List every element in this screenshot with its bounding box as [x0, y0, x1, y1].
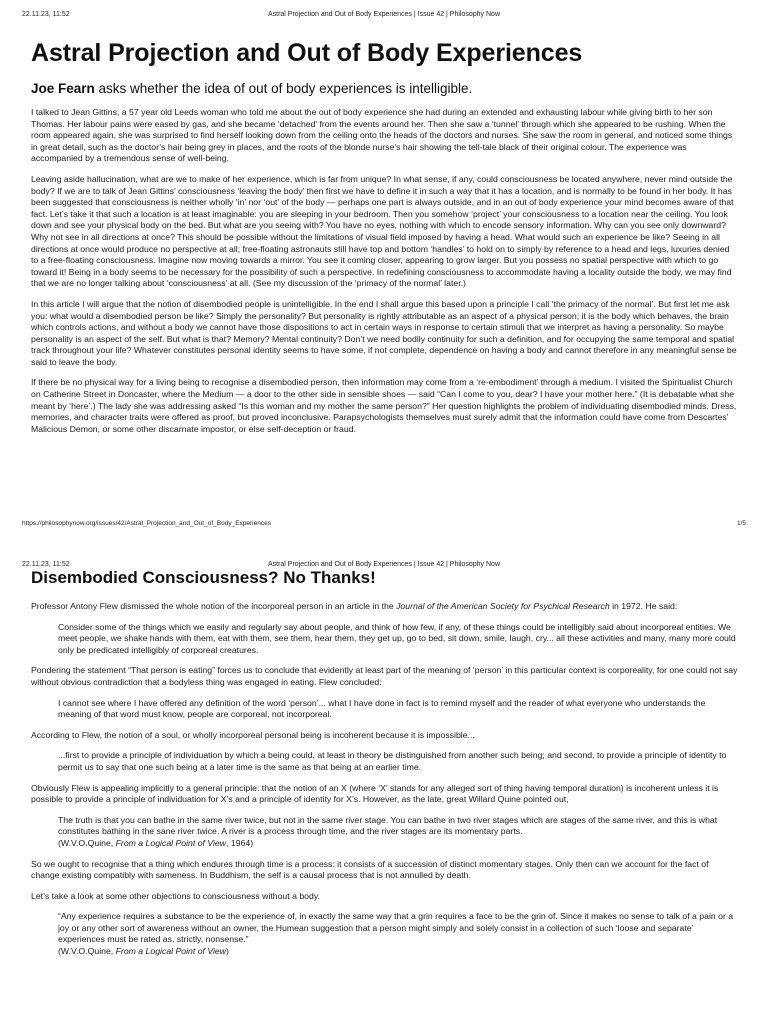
- page-separator: [0, 536, 768, 550]
- page-url-link[interactable]: https://philosophynow.org/issues/42/Astral_Projection_and_Out_of_Body_Experiences: [22, 520, 271, 527]
- block-quote: I cannot see where I have offered any definition of the word ‘person’... what I have done in fact is to remind myself and the reader of what everyone who understands the meaning of that word must know, people are corporeal, not incorporeal.: [58, 697, 706, 720]
- paragraph: According to Flew, the notion of a soul, or wholly incorporeal personal being is incoherent because it is impossible...: [31, 729, 475, 740]
- journal-title: Journal of the American Society for Psychical Research: [396, 601, 610, 611]
- article-title: Astral Projection and Out of Body Experiences: [31, 39, 583, 67]
- paragraph: [31, 601, 738, 613]
- block-quote: ...first to provide a principle of individuation by which a being could, at least in theory be distinguished from another such being; and second, to provide a principle of identity to permit us to say that one such being at a later time is the same as that being at an earlier time.: [58, 750, 727, 772]
- citation-year: ): [226, 946, 229, 957]
- paragraph: So we ought to recognise that a thing which endures through time is a process: it consists of a succession of distinct momentary stages. Only then can we account for the fact of change existing compatibly with sameness. In Buddhism, the self is a causal process that is not annulled by death.: [31, 858, 709, 881]
- page-number: 1/5: [736, 520, 746, 527]
- paragraph: Leaving aside hallucination, what are we to make of her experience, which is far from unique? In what sense, if any, could consciousness be located anywhere, never mind outside the body? If we are to talk of Jean Gittins’ consciousness ‘leaving the body’ then first we have to define it in such a way that it has a location, and is normally to be found in her body. It has been suggested that consciousness is neither wholly ‘in’ nor ‘out’ of the body — perhaps one part is always outside, and in an out of body experience your mind becomes aware of that fact. Let’s take it that such a location is at least imaginable: you are sleeping in your bedroom. Then you somehow ‘project’ your consciousness to a location near the ceiling. You look down and see your physical body on the bed. But what are you seeing with? You have no eyes, nothing with which to encode sensory information. Why can you see only downward? Why not see in all directions at once? This should be possible without the limitations of visual field imposed by having a head. What would such an experience be like? Seeing in all directions at once would produce no perspective at all; free-floating astronauts still have top and bottom ‘handles’ to hold on to simply by reference to a head and legs, luxuries denied to a free-floating consciousness. Imagine now moving towards a mirror. You see it coming closer, appearing to grow larger. But you possess no spatial perspective with which to go toward it! Being in a body seems to be necessary for the possibility of such a perspective. In redefining consciousness to accommodate having a locality outside the body, we may find that we are no longer talking about ‘consciousness’ at all. (See my discussion of the ‘primacy of the normal’ later.): [31, 173, 734, 289]
- intro-text-end: in 1972. He said:: [609, 601, 678, 611]
- paragraph: Pondering the statement “That person is eating” forces us to conclude that evidently at least part of the meaning of ‘person’ in this particular context is corporeality, for one could not say without obvious contradiction that a bodyless thing was engaged in eating. Flew concluded:: [31, 665, 738, 687]
- article-body: [31, 38, 738, 444]
- article-standfirst: [31, 81, 738, 97]
- paragraph: Obviously Flew is appealing implicitly to a general principle: that the notion of an X (where ‘X’ stands for any alleged sort of thing having temporal duration) is incoherent unless it is possible to provide a principle of individuation for X’s and a principle of identity for X’s. However, as the late, great Willard Quine pointed out,: [31, 782, 719, 805]
- citation-author: (W.V.O.Quine,: [58, 946, 116, 957]
- paragraph: I talked to Jean Gittins, a 57 year old Leeds woman who told me about the out of body experience she had during an extended and exhausting labour while giving birth to her son Thomas. Her labour pains were eased by gas, and she became ‘detached’ from the events around her. Then she saw a ‘tunnel’ through which she appeared to be rushing. When the room appeared again, she was surprised to find herself looking down from the ceiling onto the heads of the doctors and nurses. She saw the room in general, and noticed some things in great detail, such as the doctor’s hair being grey in places, and the roots of the blonde nurse’s hair showing the tell-tale black of their original colour. The experience was accompanied by a tremendous sense of well-being.: [31, 107, 733, 164]
- quote-text: “Any experience requires a substance to be the experience of, in exactly the same way that a grin requires a face to be the grin of. Since it makes no sense to talk of a pain or a joy or any other sort of awareness without an owner, the Humean suggestion that a person might simply and solely consist in a collection of such ‘loose and separate’ experiences must be rated as, strictly, nonsense.”: [58, 911, 734, 945]
- standfirst-text: asks whether the idea of out of body experiences is intelligible.: [94, 81, 473, 96]
- block-quote: [58, 911, 738, 957]
- citation-work: From a Logical Point of View: [115, 837, 227, 848]
- block-quote: [58, 815, 738, 850]
- paragraph: If there be no physical way for a living being to recognise a disembodied person, then information may come from a ‘re-embodiment’ through a medium. I visited the Spiritualist Church on Catherine Street in Doncaster, where the Medium — a door to the other side in sensible shoes — said “Can I come to you, dear? I have your mother here.” (It is debatable what she meant by ‘here’.) The lady she was addressing asked “Is this woman and my mother the same person?” Her question highlights the problem of individuating disembodied minds. Dress, memories, and character traits were offered as proof, but proved inconclusive. Parapsychologists themselves must surely admit that the information could have come from Descartes’ Malicious Demon, or some other discarnate impostor, or else self-deception or fraud.: [31, 377, 737, 434]
- block-quote: Consider some of the things which we easily and regularly say about people, and think of how few, if any, of these things could be intelligibly said about incorporeal entities. We meet people, we shake hands with them, eat with them, see them, hear them, they get up, go to bed, sit down, smile, laugh, cry... all these activities and many, many more could only be predicated intelligibly of corporeal creatures.: [58, 621, 736, 655]
- section-heading: Disembodied Consciousness? No Thanks!: [31, 568, 376, 587]
- author-name: Joe Fearn: [31, 81, 95, 96]
- print-timestamp: 22.11.23, 11:52: [22, 11, 70, 18]
- intro-text: Professor Antony Flew dismissed the whole notion of the incorporeal person in an article in the: [31, 601, 397, 611]
- print-header: [22, 11, 746, 23]
- pdf-page-2: [0, 550, 768, 1024]
- paragraph: Let’s take a look at some other objections to consciousness without a body.: [31, 890, 320, 901]
- citation-work: From a Logical Point of View: [115, 946, 227, 957]
- paragraph: In this article I will argue that the notion of disembodied people is unintelligible. In the end I shall argue this based upon a principle I call ‘the primacy of the normal’. But first let me ask you: what would a disembodied person be like? Simply the personality? But personality is rightly attributable as an aspect of a physical person; it is the body which behaves, the brain which controls actions, and without a body we cannot have those dispositions to act in certain ways in response to certain stimuli that we interpret as having a personality. So maybe personality is an aspect of the self. But what is that? Memory? Mental continuity? Don’t we need bodily continuity for such a definition, and for occupying the same temporal and spatial track throughout your life? Whatever constitutes personal identity seems to have some, if not complete, dependence on having a body and cannot therefore in any meaningful sense be said to leave the body.: [31, 298, 737, 367]
- article-body: [31, 568, 738, 967]
- citation-author: (W.V.O.Quine,: [58, 837, 116, 848]
- quote-text: The truth is that you can bathe in the same river twice, but not in the same river stage. You can bathe in two river stages which are stages of the same river, and this is what constitutes bathing in the sane river twice. A river is a process through time, and the river stages are its momentary parts.: [58, 814, 718, 837]
- print-header-title: Astral Projection and Out of Body Experiences | Issue 42 | Philosophy Now: [267, 11, 501, 18]
- print-footer: [22, 520, 746, 530]
- citation-year: , 1964): [226, 837, 254, 848]
- print-timestamp: 22.11.23, 11:52: [22, 561, 70, 568]
- print-header-title: Astral Projection and Out of Body Experiences | Issue 42 | Philosophy Now: [267, 561, 501, 568]
